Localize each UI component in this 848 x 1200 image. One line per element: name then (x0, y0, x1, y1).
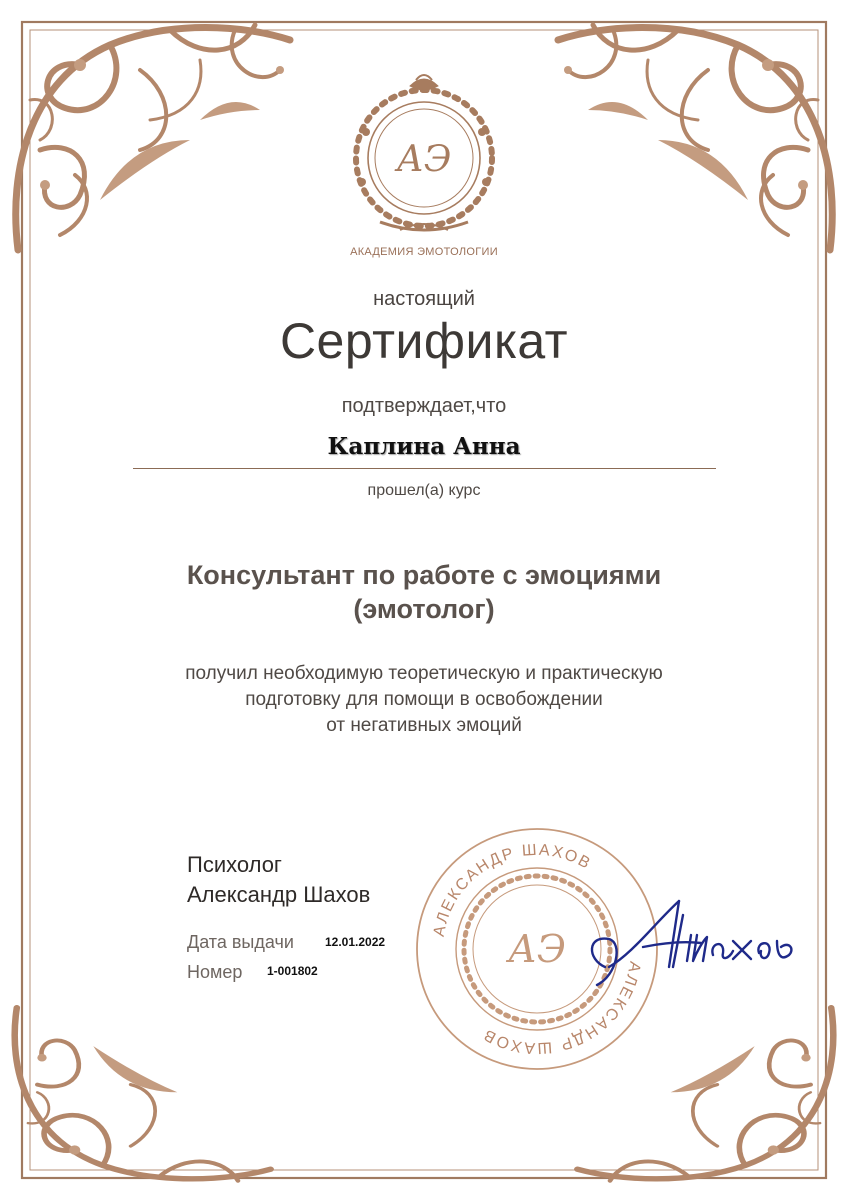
confirms-text: подтверждает,что (341, 395, 507, 417)
laurel-wreath-icon (340, 72, 508, 240)
corner-ornament-icon (0, 0, 300, 260)
signer-block (187, 850, 370, 910)
certificate-title: Сертификат (279, 313, 569, 369)
academy-monogram: АЭ (396, 139, 452, 180)
academy-name: АКАДЕМИЯ ЭМОТОЛОГИИ (350, 246, 498, 258)
seal-monogram: АЭ (508, 927, 566, 971)
description-line: подготовку для помощи в освобождении (245, 689, 603, 710)
course-title (0, 558, 848, 626)
recipient-name: Каплина Анна (327, 433, 521, 460)
description-line: получил необходимую теоретическую и практическую (185, 663, 663, 684)
signature-icon (583, 895, 808, 995)
signer-role: Психолог (187, 852, 282, 877)
number-label: Номер (187, 962, 243, 982)
name-underline (133, 468, 716, 469)
corner-ornament-icon (0, 1000, 280, 1200)
issue-date-label: Дата выдачи (187, 932, 294, 952)
seal-ring-text: АЛЕКСАНДР ШАХОВ (430, 841, 595, 938)
completed-course-text: прошел(а) курс (367, 482, 481, 499)
course-title-line: (эмотолог) (353, 594, 495, 624)
course-title-line: Консультант по работе с эмоциями (186, 560, 662, 590)
number-value: 1-001802 (267, 964, 318, 978)
course-description (0, 661, 848, 739)
signer-name: Александр Шахов (187, 882, 371, 907)
seal-ring-text: АЛЕКСАНДР ШАХОВ (479, 960, 644, 1057)
issue-date-value: 12.01.2022 (325, 935, 386, 949)
certificate-pretitle: настоящий (373, 288, 475, 310)
corner-ornament-icon (548, 0, 848, 260)
description-line: от негативных эмоций (326, 715, 522, 736)
